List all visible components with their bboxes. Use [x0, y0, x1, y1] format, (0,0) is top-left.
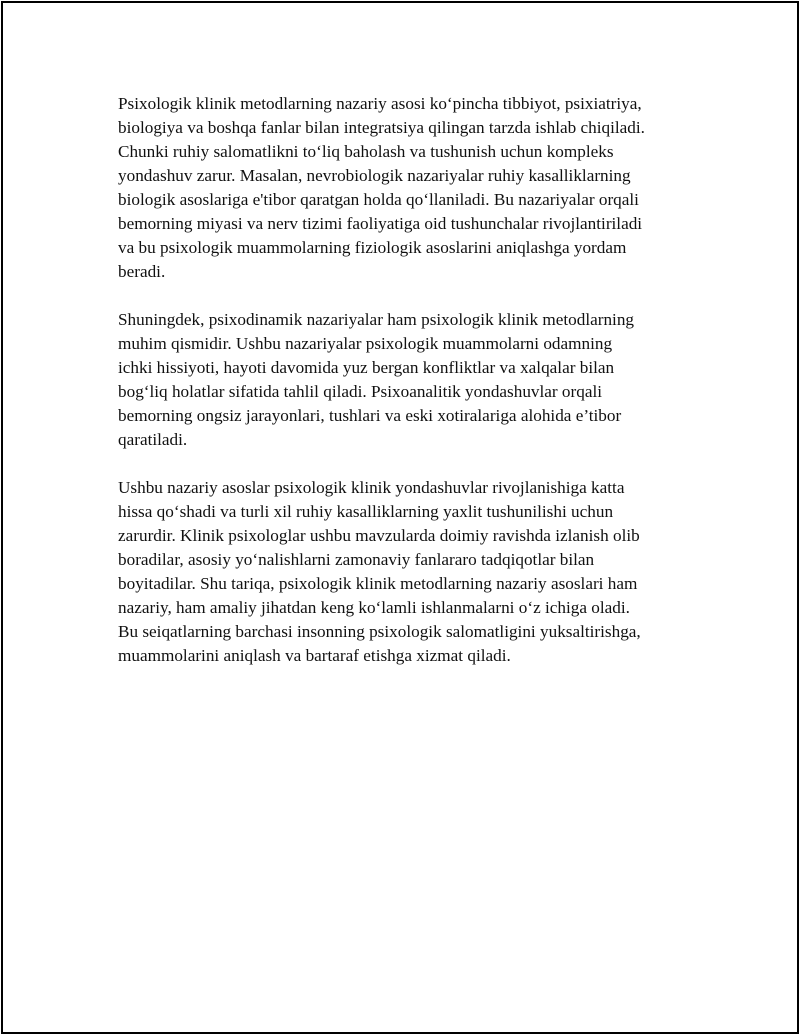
paragraph-2: Shuningdek, psixodinamik nazariyalar ham psixologik klinik metodlarning muhim qismidir. Ushbu nazariyalar psixologik muammolarni odamning ichki hissiyoti, hayoti davomida yuz bergan konfliktlar va xalqalar bilan bogʻliq holatlar sifatida tahlil qiladi. Psixoanalitik yondashuvlar orqali bemorning ongsiz jarayonlari, tushlari va eski xotiralariga alohida e’tibor qaratiladi.	[118, 310, 635, 449]
paragraph-3: Ushbu nazariy asoslar psixologik klinik yondashuvlar rivojlanishiga katta hissa qoʻshadi va turli xil ruhiy kasalliklarning yaxlit tushunilishi uchun zarurdir. Klinik psixologlar ushbu mavzularda doimiy ravishda izlanish olib boradilar, asosiy yoʻnalishlarni zamonaviy fanlararo tadqiqotlar bilan boyitadilar. Shu tariqa, psixologik klinik metodlarning nazariy asoslari ham nazariy, ham amaliy jihatdan keng koʻlamli ishlanmalarni oʻz ichiga oladi. Bu seiqatlarning barchasi insonning psixologik salomatligini yuksaltirishga, muammolarini aniqlash va bartaraf etishga xizmat qiladi.	[118, 478, 641, 665]
document-body	[118, 92, 698, 692]
paragraph-1: Psixologik klinik metodlarning nazariy asosi koʻpincha tibbiyot, psixiatriya, biologiya va boshqa fanlar bilan integratsiya qilingan tarzda ishlab chiqiladi. Chunki ruhiy salomatlikni toʻliq baholash va tushunish uchun kompleks yondashuv zarur. Masalan, nevrobiologik nazariyalar ruhiy kasalliklarning biologik asoslariga e'tibor qaratgan holda qoʻllaniladi. Bu nazariyalar orqali bemorning miyasi va nerv tizimi faoliyatiga oid tushunchalar rivojlantiriladi va bu psixologik muammolarning fiziologik asoslarini aniqlashga yordam beradi.	[118, 94, 645, 281]
